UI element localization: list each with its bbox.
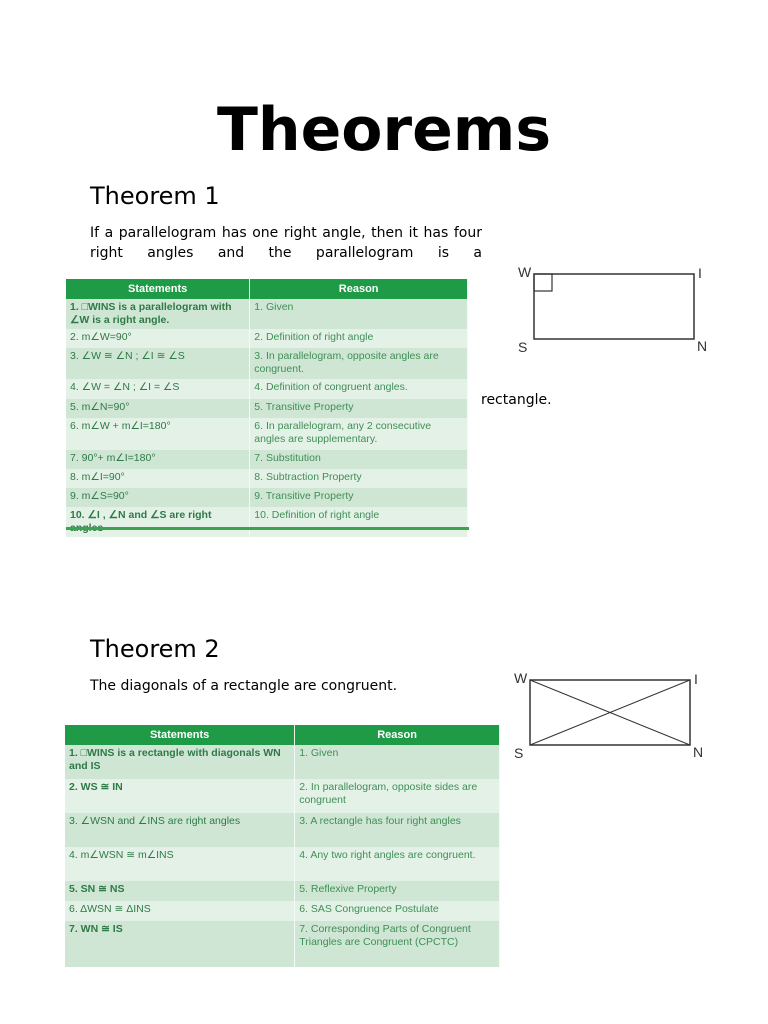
reason-cell: 3. A rectangle has four right angles — [295, 813, 500, 847]
statement-cell: 9. m∠S=90° — [66, 488, 250, 507]
right-angle-marker — [534, 274, 552, 291]
table-row — [65, 779, 500, 813]
theorem-2-heading: Theorem 2 — [90, 635, 220, 663]
reason-header: Reason — [295, 725, 500, 745]
reason-cell: 10. Definition of right angle — [250, 507, 468, 537]
statement-cell: 8. m∠I=90° — [66, 469, 250, 488]
page-title: Theorems — [216, 95, 552, 165]
reason-cell: 9. Transitive Property — [250, 488, 468, 507]
vertex-label-n: N — [693, 744, 704, 760]
reason-cell: 4. Any two right angles are congruent. — [295, 847, 500, 881]
vertex-label-w: W — [518, 264, 532, 280]
rectangle-shape — [534, 274, 694, 339]
statement-cell: 10. ∠I , ∠N and ∠S are right — [66, 507, 250, 537]
statement-cell: 5. SN ≅ NS — [65, 881, 295, 901]
theorem-1-statement: If a parallelogram has one right angle, then it has four right angles and the parallelogram is a — [90, 225, 482, 261]
reason-cell: 2. In parallelogram, opposite sides are congruent — [295, 779, 500, 813]
reason-cell: 2. Definition of right angle — [250, 329, 468, 348]
table-row — [65, 921, 500, 967]
table-row — [66, 379, 468, 399]
statement-cell: 1. □WINS is a rectangle with diagonals WN and IS — [65, 745, 295, 779]
table-row — [65, 881, 500, 901]
vertex-label-i: I — [694, 671, 698, 687]
statement-cell: 6. m∠W + m∠I=180° — [66, 418, 250, 450]
statement-cell: 3. ∠W ≅ ∠N ; ∠I ≅ ∠S — [66, 348, 250, 379]
theorem-2-proof-table — [65, 725, 500, 967]
table-row — [65, 901, 500, 921]
theorem-1-proof-table — [66, 279, 468, 537]
reason-cell: 7. Corresponding Parts of Congruent Triangles are Congruent (CPCTC) — [295, 921, 500, 967]
statements-header: Statements — [66, 279, 250, 299]
statement-cell: 1. □WINS is a parallelogram with ∠W is a right angle. — [66, 299, 250, 329]
table-row — [65, 847, 500, 881]
theorem-1-heading: Theorem 1 — [90, 182, 220, 210]
table-row — [66, 399, 468, 418]
statement-cell: 7. 90°+ m∠I=180° — [66, 450, 250, 469]
rectangle-diagonals-figure — [510, 665, 720, 765]
statement-cell: 4. ∠W = ∠N ; ∠I = ∠S — [66, 379, 250, 399]
reason-cell: 1. Given — [295, 745, 500, 779]
table-row — [65, 745, 500, 779]
table-row — [66, 507, 468, 537]
table-bottom-border — [66, 527, 469, 530]
vertex-label-w: W — [514, 670, 528, 686]
theorem-1-statement-end: rectangle. — [481, 392, 552, 408]
rectangle-wins-figure — [510, 260, 720, 360]
table-row — [66, 418, 468, 450]
vertex-label-s: S — [518, 339, 528, 355]
table-row — [66, 329, 468, 348]
table-row — [65, 813, 500, 847]
statement-cell: 7. WN ≅ IS — [65, 921, 295, 967]
reason-cell: 1. Given — [250, 299, 468, 329]
reason-cell: 5. Transitive Property — [250, 399, 468, 418]
reason-cell: 7. Substitution — [250, 450, 468, 469]
table-row — [66, 450, 468, 469]
statement-cell: 4. m∠WSN ≅ m∠INS — [65, 847, 295, 881]
theorem-2-proof-rows — [65, 745, 500, 967]
reason-cell: 5. Reflexive Property — [295, 881, 500, 901]
reason-cell: 8. Subtraction Property — [250, 469, 468, 488]
reason-header: Reason — [250, 279, 468, 299]
vertex-label-n: N — [697, 338, 708, 354]
table-row — [66, 348, 468, 379]
theorem-2-statement: The diagonals of a rectangle are congruent. — [90, 678, 398, 694]
reason-cell: 6. SAS Congruence Postulate — [295, 901, 500, 921]
statement-cell: 3. ∠WSN and ∠INS are right angles — [65, 813, 295, 847]
statement-cell: 2. m∠W=90° — [66, 329, 250, 348]
table-row — [66, 469, 468, 488]
statement-cell: 5. m∠N=90° — [66, 399, 250, 418]
vertex-label-s: S — [514, 745, 524, 761]
reason-cell: 6. In parallelogram, any 2 consecutive angles are supplementary. — [250, 418, 468, 450]
table-row — [66, 488, 468, 507]
vertex-label-i: I — [698, 265, 702, 281]
statement-cell: 6. ΔWSN ≅ ΔINS — [65, 901, 295, 921]
statements-header: Statements — [65, 725, 295, 745]
reason-cell: 4. Definition of congruent angles. — [250, 379, 468, 399]
reason-cell: 3. In parallelogram, opposite angles are congruent. — [250, 348, 468, 379]
statement-cell: 2. WS ≅ IN — [65, 779, 295, 813]
table-row — [66, 299, 468, 329]
theorem-1-proof-rows — [66, 299, 468, 537]
